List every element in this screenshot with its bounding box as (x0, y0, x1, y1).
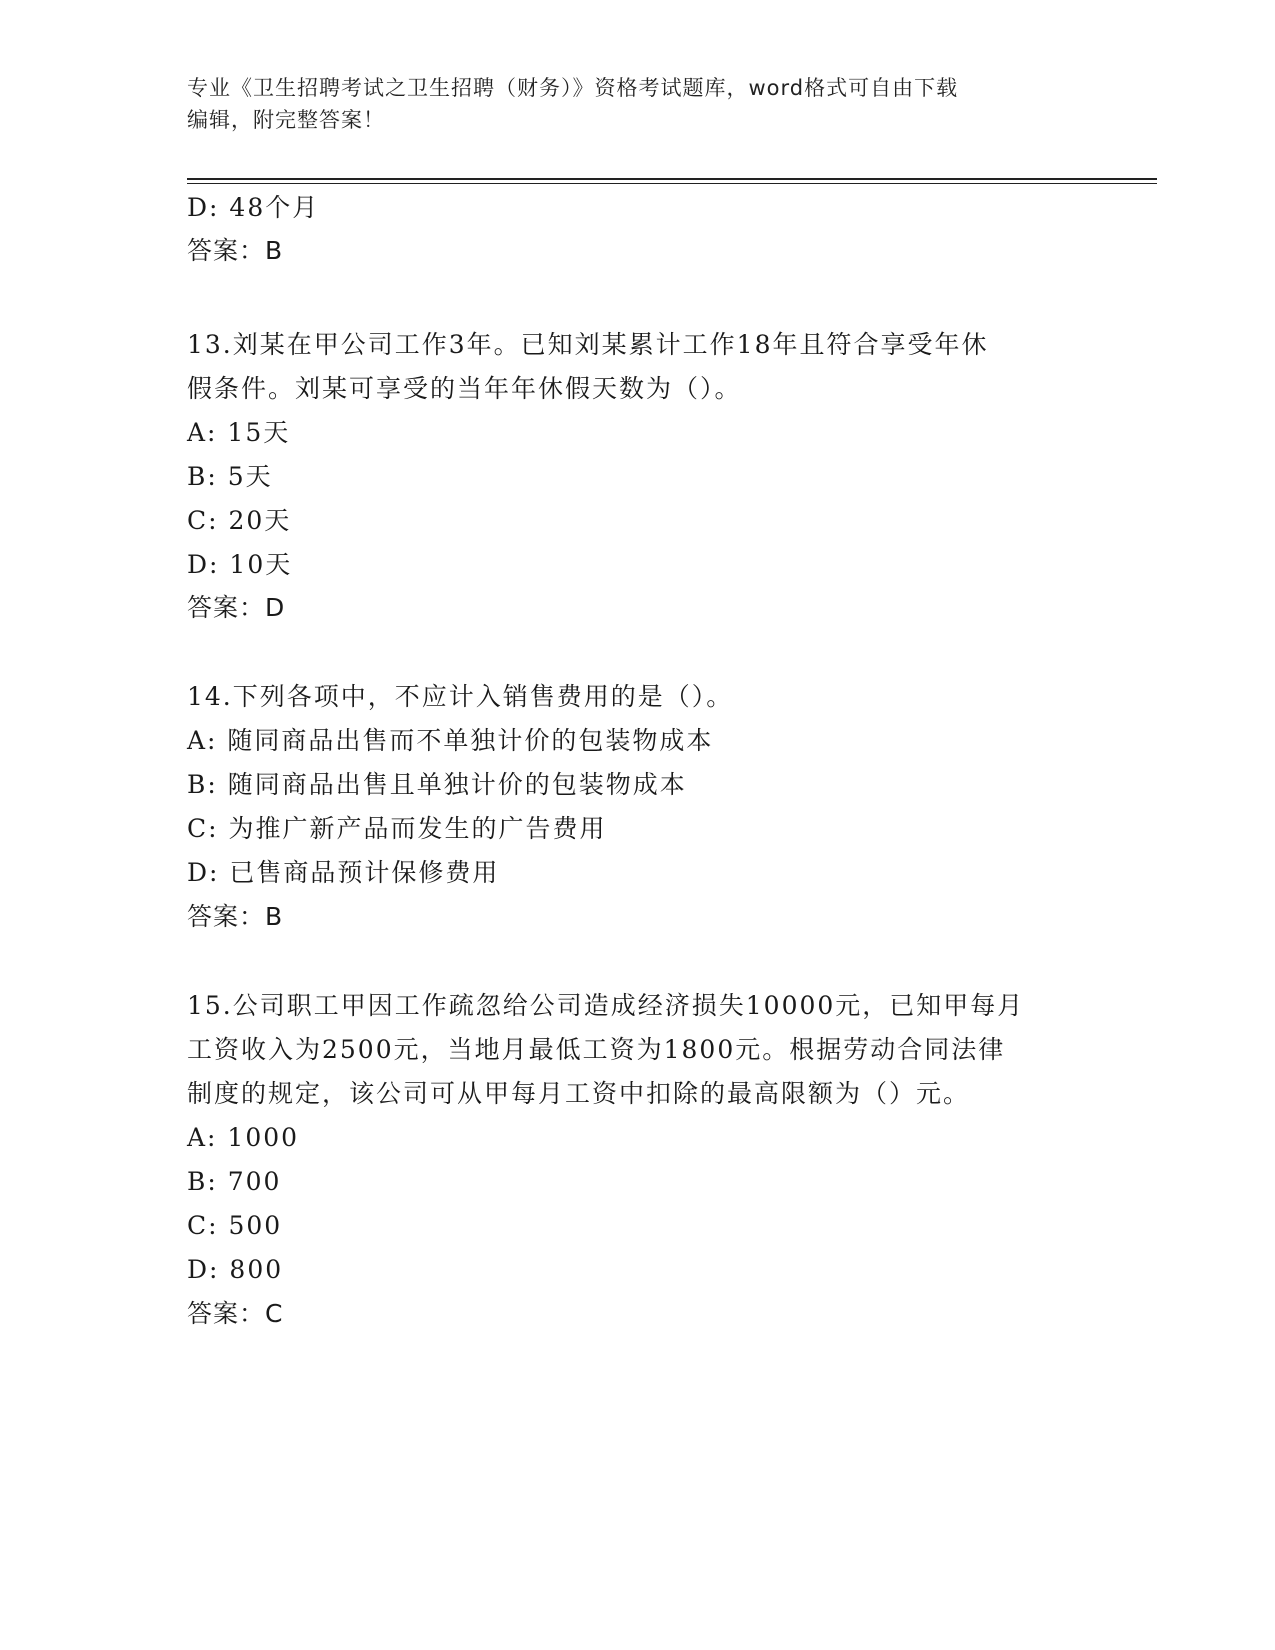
option-c: C: 为推广新产品而发生的广告费用 (187, 814, 607, 843)
option-d: D: 10天 (187, 550, 293, 579)
option-d: D: 800 (187, 1255, 284, 1284)
header-divider-thick (187, 178, 1157, 180)
option-a: A: 1000 (187, 1123, 300, 1152)
question-stem-line: 假条件。刘某可享受的当年年休假天数为（）。 (187, 374, 742, 403)
question-stem-line: 14.下列各项中，不应计入销售费用的是（）。 (187, 682, 734, 711)
question-stem-line: 工资收入为2500元，当地月最低工资为1800元。根据劳动合同法律 (187, 1035, 1006, 1064)
header-line-2: 编辑，附完整答案！ (187, 108, 385, 132)
prev-answer: 答案：B (187, 236, 284, 265)
header-line-1: 专业《卫生招聘考试之卫生招聘（财务）》资格考试题库，word格式可自由下载 (187, 76, 959, 100)
option-a: A: 15天 (187, 418, 291, 447)
header-divider-thin (187, 183, 1157, 184)
question-stem-line: 制度的规定，该公司可从甲每月工资中扣除的最高限额为（）元。 (187, 1079, 971, 1108)
option-b: B: 随同商品出售且单独计价的包装物成本 (187, 770, 687, 799)
question-stem-line: 13.刘某在甲公司工作3年。已知刘某累计工作18年且符合享受年休 (187, 330, 989, 359)
option-a: A: 随同商品出售而不单独计价的包装物成本 (187, 726, 714, 755)
option-b: B: 5天 (187, 462, 273, 491)
document-header (187, 72, 1067, 136)
answer: 答案：D (187, 593, 286, 622)
answer: 答案：C (187, 1299, 284, 1328)
answer: 答案：B (187, 902, 284, 931)
option-c: C: 500 (187, 1211, 283, 1240)
question-stem-line: 15.公司职工甲因工作疏忽给公司造成经济损失10000元，已知甲每月 (187, 991, 1025, 1020)
option-d: D: 已售商品预计保修费用 (187, 858, 500, 887)
prev-option-d: D: 48个月 (187, 193, 320, 222)
option-b: B: 700 (187, 1167, 282, 1196)
option-c: C: 20天 (187, 506, 292, 535)
